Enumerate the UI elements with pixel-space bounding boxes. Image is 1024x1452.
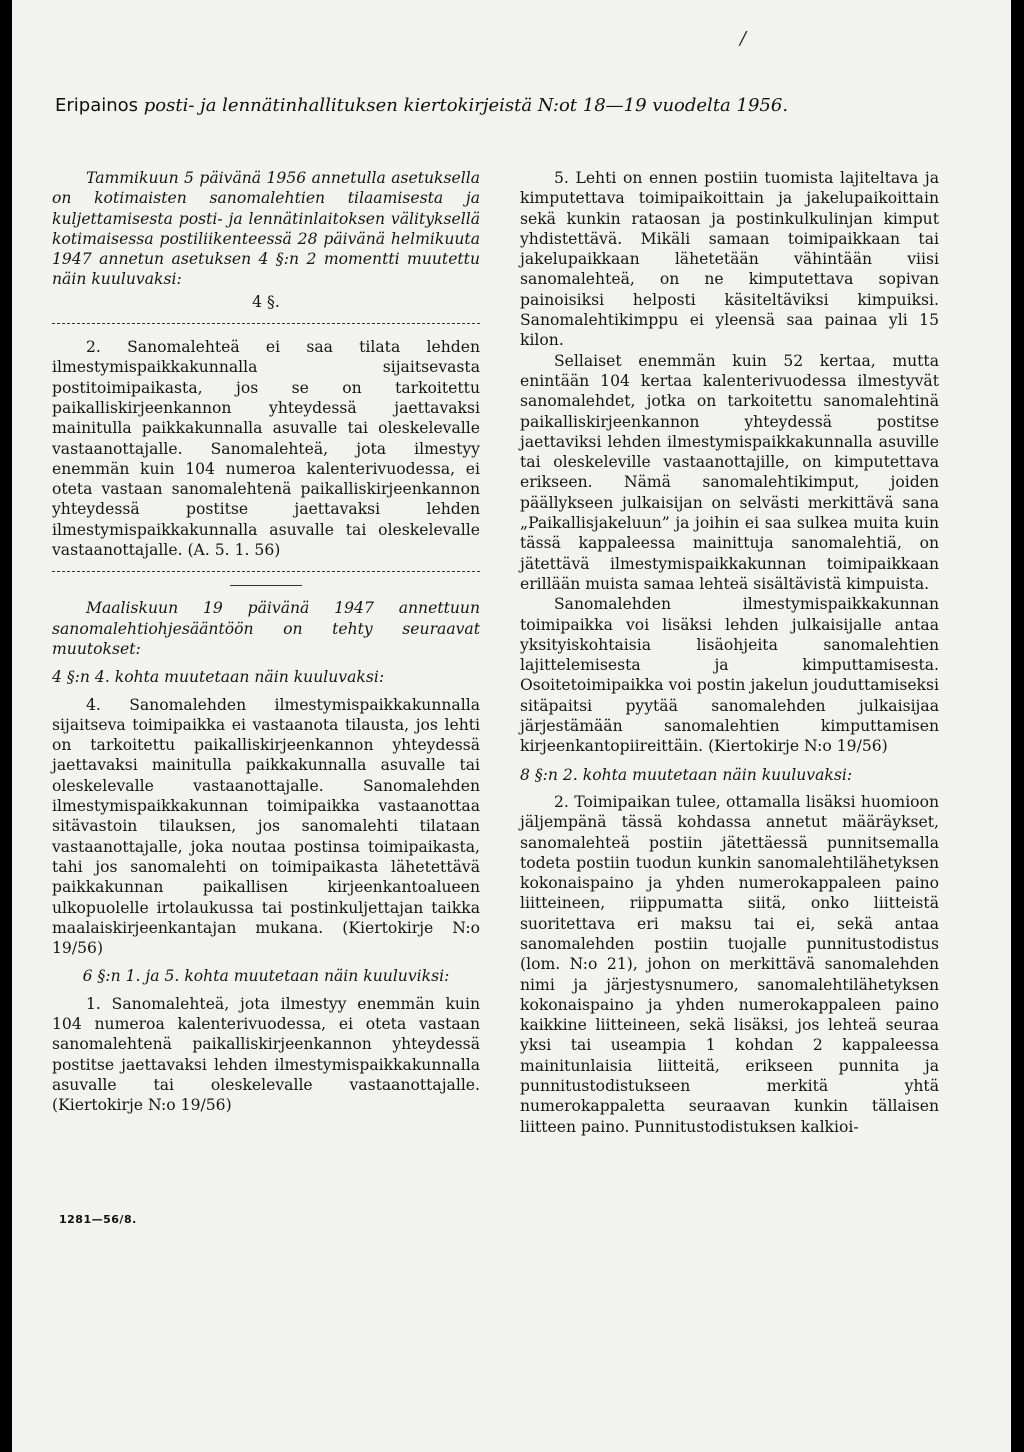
document-page <box>12 0 1011 1452</box>
scan-border-right <box>1011 0 1024 1452</box>
paragraph-4: 4. Sanomalehden ilmestymispaikkakunnalla sijaitseva toimipaikka ei vastaanota tilausta, jos lehti on tarkoitettu paikalliskirjeenkannon yhteydessä jaettavaksi mainitulla paikkakunnalla asuvalle tai oleskelevalle vastaanottajalle. Sanomalehden ilmestymispaikkakunnan toimipaikka vastaanottaa sitävastoin tilauksen, jos sanomalehti tilataan vastaanottajalle, joka noutaa postinsa toimipaikasta, tahi jos sanomalehti on toimipaikasta lähetettävä paikkakunnan paikallisen kirjeenkantoalueen ulkopuolelle irtolaukussa tai postinkuljettajan taikka maalaiskirjeenkantajan mukana. (Kiertokirje N:o 19/56) <box>52 695 480 958</box>
decree-intro: Tammikuun 5 päivänä 1956 annetulla asetuksella on kotimaisten sanomalehtien tilaamisesta ja kuljettamisesta posti- ja lennätinlaitoksen välityksellä kotimaisessa postiliikenteessä 28 päivänä helmikuuta 1947 annetun asetuksen 4 §:n 2 momentti muutettu näin kuuluvaksi: <box>52 169 480 289</box>
print-code: 1281—56/8. <box>59 1213 137 1226</box>
corner-mark: / <box>740 28 747 49</box>
paragraph-sellaiset: Sellaiset enemmän kuin 52 kertaa, mutta enintään 104 kertaa kalenterivuodessa ilmestyvät sanomalehdet, jotka on tarkoitettu sanomalehtinä paikalliskirjeenkannon yhteydessä postitse jaettaviksi lehden ilmestymispaikkakunnalla asuville tai oleskeleville vastaanottajille, on kimputettava erikseen. Nämä sanomalehtikimput, joiden päällykseen julkaisijan on selvästi merkittävä sana „Paikallisjakeluun” ja joihin ei saa sulkea muita kuin tässä kappaleessa mainittuja sanomalehtiä, on jätettävä ilmestymispaikkakunnan toimipaikkaan erillään muista samaa lehteä sisältävistä kimpuista. <box>520 351 939 593</box>
scan-border-left <box>0 0 12 1452</box>
regulation-intro: Maaliskuun 19 päivänä 1947 annettuun sanomalehtiohjesääntöön on tehty seuraavat muutokset: <box>52 599 480 658</box>
paragraph-1: 1. Sanomalehteä, jota ilmestyy enemmän kuin 104 numeroa kalenterivuodessa, ei oteta vastaan sanomalehtenä paikalliskirjeenkannon yhteydessä postitse jaettavaksi lehden ilmestymispaikkakunnalla asuvalle tai oleskelevalle vastaanottajalle. (Kiertokirje N:o 19/56) <box>52 994 480 1115</box>
header-lead: Eripainos <box>55 95 139 116</box>
paragraph-2-toimipaikka: 2. Toimipaikan tulee, ottamalla lisäksi huomioon jäljempänä tässä kohdassa annetut määräykset, sanomalehteä postiin jätettäessä punnitsemalla todeta postiin tuodun kunkin sanomalehtilähetyksen kokonaispaino ja yhden numerokappaleen paino liitteineen, riippumatta siitä, onko liitteistä suoritettava eri maksu tai ei, sekä antaa sanomalehden postiin tuojalle punnitustodistus (lom. N:o 21), johon on merkittävä sanomalehden nimi ja järjestysnumero, sanomalehtilähetyksen kokonaispaino ja yhden numerokappaleen paino kaikkine liitteineen, sekä lisäksi, jos lehteä seuraa yksi tai useampia 1 kohdan 2 kappaleessa mainitunlaisia liitteitä, erikseen punnita ja punnitustodistukseen merkitä yhtä numerokappaletta seuraavan kunkin tällaisen liitteen paino. Punnitustodistuksen kalkioi- <box>520 792 939 1136</box>
dashed-divider <box>52 571 480 582</box>
subheading-8-section: 8 §:n 2. kohta muutetaan näin kuuluvaksi: <box>520 765 853 784</box>
paragraph-sanomalehden: Sanomalehden ilmestymispaikkakunnan toimipaikka voi lisäksi lehden julkaisijalle antaa yksityiskohtaisia lisäohjeita sanomalehtien lajittelemisesta ja kimputtamisesta. Osoitetoimipaikka voi postin jakelun jouduttamiseksi sitäpaitsi pyytää sanomalehden julkaisijaa järjestämään sanomalehtien kimputtamisen kirjeenkantopiireittäin. (Kiertokirje N:o 19/56) <box>520 595 939 756</box>
short-rule <box>230 585 302 586</box>
reprint-header <box>55 95 975 116</box>
dashed-divider <box>52 323 480 334</box>
subheading-4-section: 4 §:n 4. kohta muutetaan näin kuuluvaksi: <box>52 668 385 687</box>
paragraph-2: 2. Sanomalehteä ei saa tilata lehden ilmestymispaikkakunnalla sijaitsevasta postitoimipaikasta, jos se on tarkoitettu paikalliskirjeenkannon yhteydessä jaettavaksi mainitulla paikkakunnalla asuvalle tai oleskelevalle vastaanottajalle. Sanomalehteä, jota ilmestyy enemmän kuin 104 numeroa kalenterivuodessa, ei oteta vastaan sanomalehtenä paikalliskirjeenkannon yhteydessä postitse jaettavaksi lehden ilmestymispaikkakunnalla asuvalle tai oleskelevalle vastaanottajalle. (A. 5. 1. 56) <box>52 338 480 560</box>
section-heading: 4 §. <box>252 292 280 311</box>
left-column <box>52 168 480 1115</box>
right-column <box>520 168 939 1137</box>
header-title: posti- ja lennätinhallituksen kiertokirjeistä N:ot 18—19 vuodelta 1956. <box>138 95 789 116</box>
subheading-6-section: 6 §:n 1. ja 5. kohta muutetaan näin kuuluviksi: <box>82 967 450 986</box>
paragraph-5: 5. Lehti on ennen postiin tuomista lajiteltava ja kimputettava toimipaikoittain ja jakelupaikoittain sekä kunkin rataosan ja postinkulkulinjan kimput yhdistettävä. Mikäli samaan toimipaikkaan tai jakelupaikkaan lähetetään vähintään viisi sanomalehteä, on ne kimputettava sopivan painoisiksi helposti käsiteltäviksi kimpuiksi. Sanomalehtikimppu ei yleensä saa painaa yli 15 kilon. <box>520 169 939 350</box>
